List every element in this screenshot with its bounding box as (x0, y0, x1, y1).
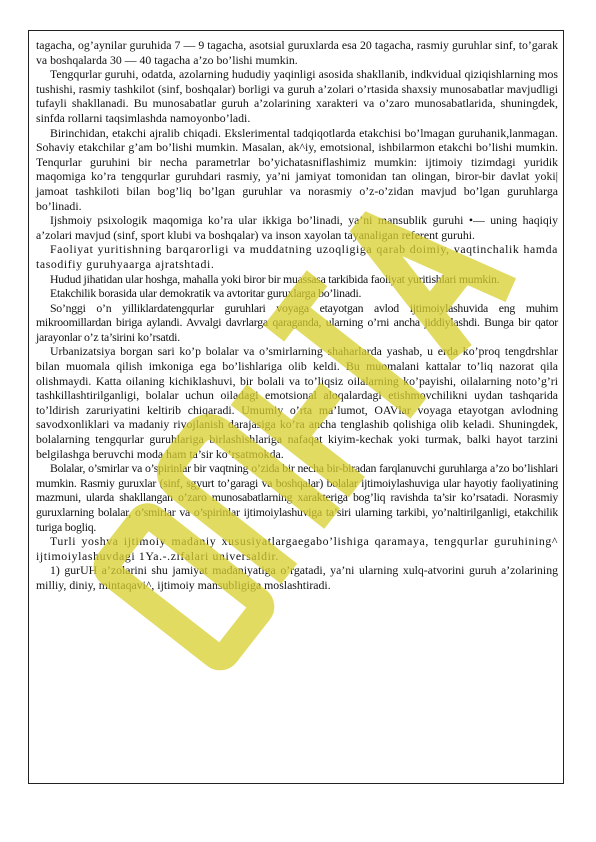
paragraph-5: Faoliyat yuritishning barqarorligi va muddatning uzoqligiga qarab doimiy, vaqtinchalik hamda tasodifiy guruhyaarga ajratshtadi. (36, 242, 558, 271)
paragraph-11: Turli yoshva ijtimoiy madaniy xususiyatlargaegabo’lishiga qaramaya, tengqurlar guruhining^ ijtimoiylashuvdagi 1Ya.-.zifalari universaldir. (36, 534, 558, 563)
document-body (36, 38, 558, 593)
paragraph-1: tagacha, og’aynilar guruhida 7 — 9 tagacha, asotsial guruxlarda esa 20 tagacha, rasmiy guruhlar sinf, to’garak va boshqalarda 30 — 40 tagacha a’zo bo’lishi mumkin. (36, 38, 558, 67)
paragraph-2: Tengqurlar guruhi, odatda, azolarning hududiy yaqinligi asosida shakllanib, indkvidual qiziqishlarning mos tushishi, rasmiy tashkilot (sinf, boshqalar) borligi va guruh a’zolari o’rtasida shaxsiy munosabatlar mavjudligi tufayli shakllanadi. Bu munosabatlar guruh a’zolarining xarakteri va o’zaro munosabatlarida, shuningdek, sinfda rollarni taqsimlashda namoyonbo’ladi. (36, 67, 558, 125)
paragraph-6: Hudud jihatidan ular hoshga, mahalla yoki biror bir muassasa tarkibida faoliyat yuritishlari mumkin. (50, 271, 500, 286)
paragraph-3: Birinchidan, etakchi ajralib chiqadi. Ekslerimental tadqiqotlarda etakchisi bo’lmagan guruhanik,lanmagan. Sohaviy etakchilar g’am bo’lishi mumkin. Masalan, ak^iy, emotsional, ishbilarmon etakchi bo’lishi mumkin. Tenqurlar guruhini bir necha parametrlar bo’yichatasniflashimiz mumkin: ijtimoiy tizimdagi yuridik maqomiga ko’ra tengqurlar guruhdari rasmiy, ya’ni jamiyat tomonidan tan olingan, biror-bir davlat yoki| jamoat tashkiloti bilan bog’liq bo’lgan guruhlar va norasmiy o’z-o’zidan mavjud bo’lgan guruhlarga bo’linadi. (36, 125, 558, 213)
numbered-item-1: 1) gurUH a’zolarini shu jamiyat madaniyatiga o’rgatadi, ya’ni ularning xulq-atvorini guruh a’zolarining milliy, diniy, mintaqavi^, ijtimoiy mansubligiga moslashtiradi. (36, 563, 558, 592)
paragraph-4: Ijshmoiy psixologik maqomiga ko’ra ular ikkiga bo’linadi, ya’ni mansublik guruhi •— uning haqiqiy a’zolari mavjud (sinf, sport klubi va boshqalar) va inson xayolan tayanaligan referent guruhi. (36, 213, 558, 242)
paragraph-8: So’nggi o’n yilliklardatengqurlar guruhlari voyaga etayotgan avlod ijtimoiylashuvida eng muhim mikroomillardan biriga aylandi. Avvalgi davrlarga qaraganda, ularning o’rni ancha jiddiylashdi. Bunga bir qator jarayonlar o’z ta’sirini ko’rsatdi. (36, 300, 558, 344)
paragraph-10: Bolalar, o’smirlar va o’spirinlar bir vaqtning o’zida bir necha bir-biradan farqlanuvchi guruhlarga a’zo bo’lishlari mumkin. Rasmiy guruxlar (sinf, sgyurt to’garagi va boshqalar) bolalar ijtimoiylashuviga ular hayotiy faoliyatining mazmuni, ularda shakllangan o’zaro munosabatlarning xarakteriga bog’liq ravishda ta’sir ko’rsatadi. Norasmiy guruxlarning bolalar, o’smirlar va o’spirinlar ijtimoiylashuviga ta’siri ularning tarkibi, yo’naltirilganligi, etakchilik turiga bogliq. (36, 461, 558, 534)
paragraph-9: Urbanizatsiya borgan sari ko’p bolalar va o’smirlarning shaharlarda yashab, u erda ko’proq tengdrshlar bilan muomala qilish imkoniga ega bo’lishlariga olib keldi. Bu muomalani kattalar to’liq nazorat qila olishmaydi. Katta oilaning kichiklashuvi, bir bolali va to’liqsiz oilalarning ko’payishi, oilalarning noto’g’ri tashkillashtirilganligi, bolalar uchun oiladagi emotsional aloqalardagi etishmovchilikni uydan tashqarida to’ldirish zaruriyatini keltirib chiqaradi. Umumiy o’rta ma’lumot, OAVlar voyaga etayotgan avlodning savodxonliklari va madaniy rivojlanish darajasiga ko’ra ancha tenglashib qolishiga olib keladi. Shuningdek, bolalarning tengqurlar guruhlariga birlashishlariga nafaqat kiyim-kechak yoki turmak, balki hayot tarzini belgilashga beruvchi moda ham ta’sir ko’rsatmokda. (36, 344, 558, 461)
paragraph-7: Etakchilik borasida ular demokratik va avtoritar guruxlarga bo’linadi. (50, 286, 362, 301)
